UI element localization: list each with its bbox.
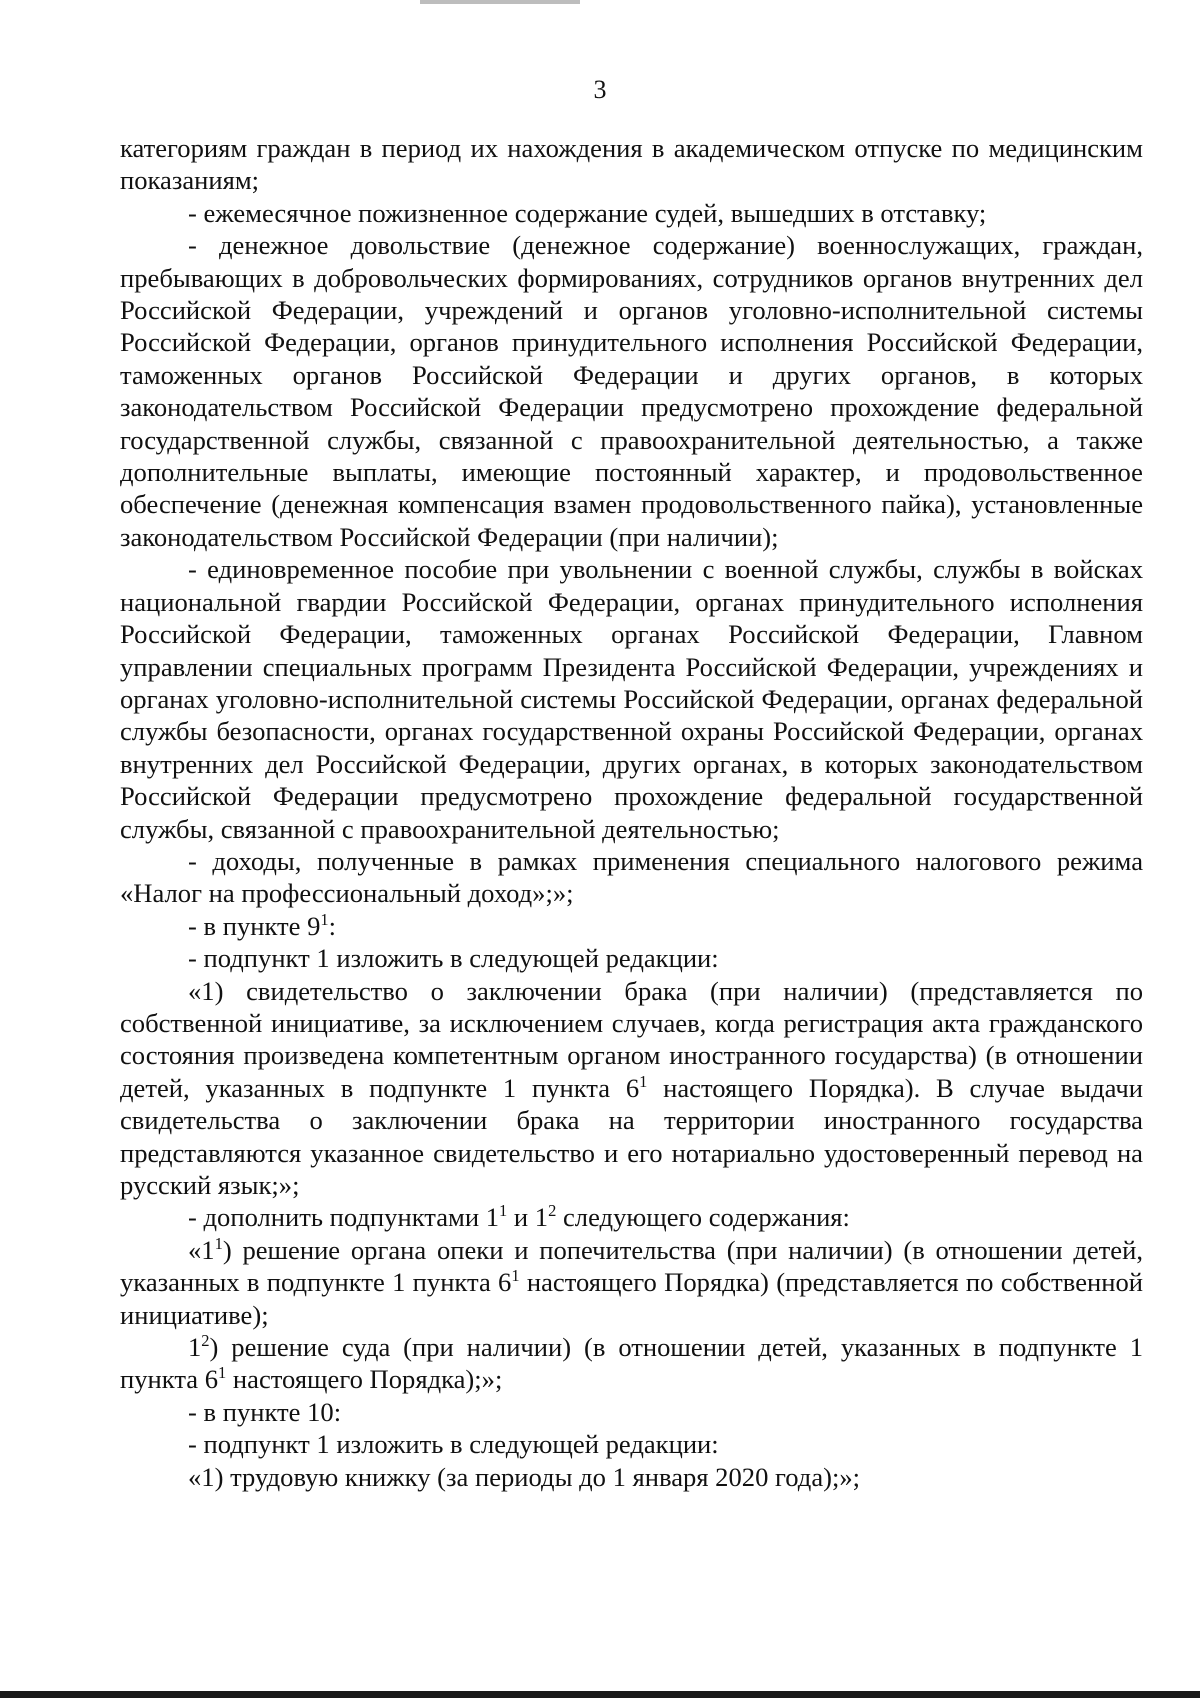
paragraph-guardianship-decision <box>120 1234 1143 1331</box>
paragraph-court-decision <box>120 1331 1143 1396</box>
superscript: 2 <box>548 1201 557 1221</box>
paragraph-military-pay: - денежное довольствие (денежное содержание) военнослужащих, граждан, пребывающих в добровольческих формированиях, сотрудников органов внутренних дел Российской Федерации, учреждений и органов уголовно-исполнительной системы Российской Федерации, органов принудительного исполнения Российской Федерации, таможенных органов Российской Федерации и других органов, в которых законодательством Российской Федерации предусмотрено прохождение федеральной государственной службы, связанной с правоохранительной деятельностью, а также дополнительные выплаты, имеющие постоянный характер, и продовольственное обеспечение (денежная компенсация взамен продовольственного пайка), установленные законодательством Российской Федерации (при наличии); <box>120 230 1143 552</box>
text-run: : <box>328 910 337 941</box>
paragraph-subclause-1-instruction: - подпункт 1 изложить в следующей редакции: <box>188 943 719 974</box>
paragraph-marriage-certificate <box>120 975 1143 1202</box>
text-run: и 1 <box>507 1202 549 1233</box>
paragraph-continuation: категориям граждан в период их нахождения в академическом отпуске по медицинским показаниям; <box>120 133 1143 196</box>
superscript: 1 <box>218 1363 227 1383</box>
text-run: «1 <box>188 1234 215 1265</box>
text-run: настоящего Порядка);»; <box>226 1364 503 1395</box>
superscript: 1 <box>320 909 329 929</box>
text-run: следующего содержания: <box>556 1202 850 1233</box>
superscript: 2 <box>201 1331 210 1351</box>
paragraph-clause-10: - в пункте 10: <box>188 1396 342 1427</box>
text-run: ) решение органа опеки и попечительства (при наличии) (в отношении детей, указанных в подпункте 1 пункта 6 <box>120 1234 1143 1298</box>
page-number: 3 <box>593 75 607 104</box>
superscript: 1 <box>499 1201 508 1221</box>
text-run: 1 <box>188 1332 202 1363</box>
superscript: 1 <box>511 1266 520 1286</box>
paragraph-self-employed-income: - доходы, полученные в рамках применения специального налогового режима «Налог на профессиональный доход»;»; <box>120 845 1143 909</box>
paragraph-work-record-book: «1) трудовую книжку (за периоды до 1 января 2020 года);»; <box>188 1461 861 1492</box>
scan-bottom-edge <box>0 1691 1200 1698</box>
paragraph-add-subclauses <box>120 1201 1143 1233</box>
paragraph-judges-pension: - ежемесячное пожизненное содержание судей, вышедших в отставку; <box>188 197 987 228</box>
paragraph-subclause-1-instruction-2: - подпункт 1 изложить в следующей редакции: <box>188 1429 719 1460</box>
superscript: 1 <box>639 1071 648 1091</box>
text-run: - дополнить подпунктами 1 <box>188 1202 500 1233</box>
superscript: 1 <box>214 1233 223 1253</box>
scan-edge-mark <box>420 0 580 4</box>
paragraph-clause-9-1 <box>120 910 1143 942</box>
text-run: ) решение суда (при наличии) (в отношении детей, указанных в подпункте 1 пункта 6 <box>120 1332 1143 1395</box>
document-body <box>120 132 1143 1493</box>
text-run: - в пункте 9 <box>188 910 321 941</box>
text-run: настоящего Порядка) (представляется по собственной инициативе); <box>120 1267 1143 1330</box>
text-run: «1) свидетельство о заключении брака (при наличии) (представляется по собственной инициативе, за исключением случаев, когда регистрация акта гражданского состояния произведена компетентным органом иностранного государства) (в отношении детей, указанных в подпункте 1 пункта 6 <box>120 975 1143 1103</box>
text-run: настоящего Порядка). В случае выдачи свидетельства о заключении брака на территории иностранного государства представляются указанное свидетельство и его нотариально удостоверенный перевод на русский язык;»; <box>120 1072 1143 1200</box>
paragraph-severance-allowance: - единовременное пособие при увольнении с военной службы, службы в войсках национальной гвардии Российской Федерации, органах принудительного исполнения Российской Федерации, таможенных органах Российской Федерации, Главном управлении специальных программ Президента Российской Федерации, учреждениях и органах уголовно-исполнительной системы Российской Федерации, органах федеральной службы безопасности, органах государственной охраны Российской Федерации, органах внутренних дел Российской Федерации, других органах, в которых законодательством Российской Федерации предусмотрено прохождение федеральной государственной службы, связанной с правоохранительной деятельностью; <box>120 554 1143 844</box>
